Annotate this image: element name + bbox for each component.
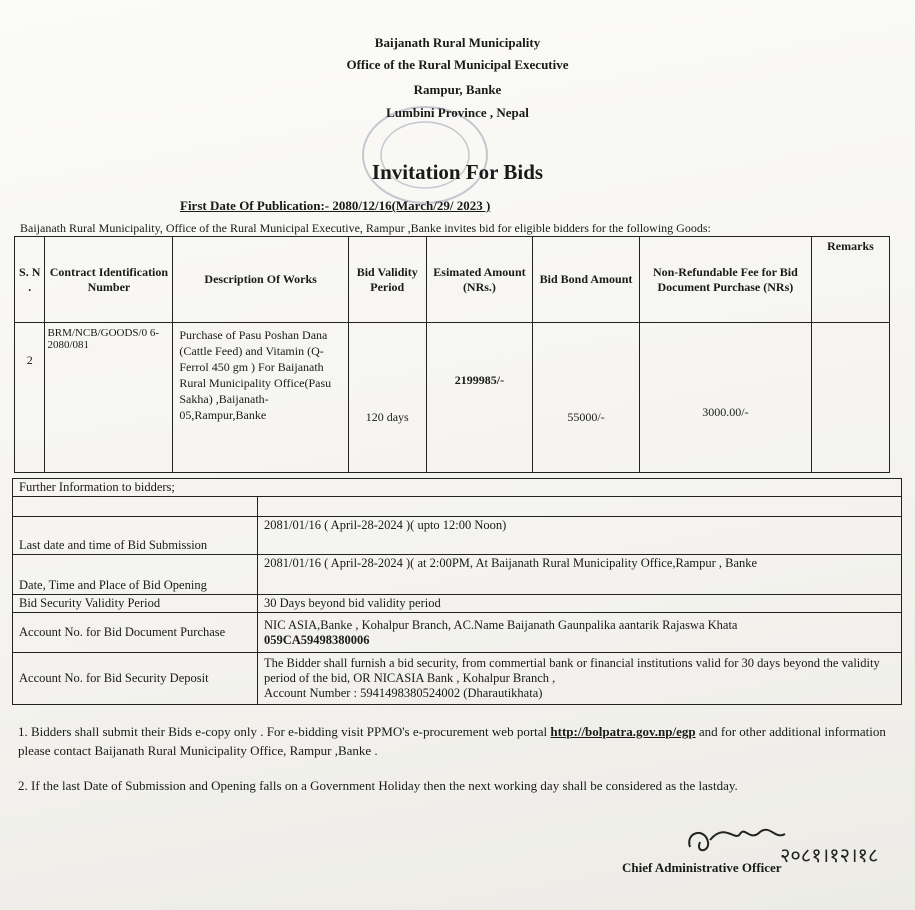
col-validity: Bid Validity Period: [348, 237, 426, 323]
info-row-opening: [13, 555, 902, 595]
account-number: Account Number : 5941498380524002 (Dharautikhata): [264, 686, 543, 700]
account-number: 059CA59498380006: [264, 632, 370, 647]
col-fee: Non-Refundable Fee for Bid Document Purchase (NRs): [639, 237, 811, 323]
info-row-validity: [13, 595, 902, 613]
header-province: Lumbini Province , Nepal: [386, 105, 529, 120]
info-value: NIC ASIA,Banke , Kohalpur Branch, AC.Name Baijanath Gaunpalika aantarik Rajaswa Khata: [264, 617, 738, 632]
col-contract-id: Contract Identification Number: [45, 237, 173, 323]
svg-text:२०८१।१२।१८: २०८१।१२।१८: [780, 843, 879, 867]
bid-table: [14, 236, 890, 473]
cell-fee: 3000.00/-: [639, 323, 811, 473]
info-row-document-account: [13, 613, 902, 653]
header-address: Rampur, Banke: [413, 82, 502, 97]
info-value: 2081/01/16 ( April-28-2024 )( at 2:00PM, At Baijanath Rural Municipality Office,Rampur , Banke: [258, 555, 902, 595]
table-header-row: [15, 237, 890, 323]
intro-text: Baijanath Rural Municipality, Office of the Rural Municipal Executive, Rampur ,Banke invites bid for eligible bidders for the following Goods:: [20, 221, 711, 235]
info-label: Account No. for Bid Security Deposit: [13, 653, 258, 705]
cell-bond: 55000/-: [533, 323, 639, 473]
further-info-table: [12, 478, 902, 705]
info-value: 30 Days beyond bid validity period: [258, 595, 902, 613]
note-1: [18, 722, 898, 760]
info-label: Last date and time of Bid Submission: [13, 517, 258, 555]
info-value-cell: [258, 653, 902, 705]
info-value: 2081/01/16 ( April-28-2024 )( upto 12:00 Noon): [258, 517, 902, 555]
header-municipality: Baijanath Rural Municipality: [374, 35, 541, 50]
info-value: The Bidder shall furnish a bid security, from commertial bank or financial institutions valid for 30 days beyond the validity period of the bid, OR NICASIA Bank , Kohalpur Branch ,: [264, 656, 880, 685]
info-row-submission: [13, 517, 902, 555]
table-row: [15, 323, 890, 473]
page-title: Invitation For Bids: [371, 160, 544, 184]
info-value-cell: [258, 613, 902, 653]
cell-sn: 2: [15, 323, 45, 473]
note-2: 2. If the last Date of Submission and Opening falls on a Government Holiday then the next working day shall be considered as the lastday.: [18, 778, 738, 793]
note-1-text-a: 1. Bidders shall submit their Bids e-copy only . For e-bidding visit PPMO's e-procurement web portal: [18, 724, 551, 739]
bolpatra-link[interactable]: http://bolpatra.gov.np/egp: [550, 724, 696, 739]
publication-date: First Date Of Publication:- 2080/12/16(March/29/ 2023 ): [180, 198, 491, 213]
col-remarks: Remarks: [811, 237, 889, 323]
col-sn: S. N .: [15, 237, 45, 323]
cell-validity: 120 days: [348, 323, 426, 473]
cell-estimated: 2199985/-: [426, 323, 533, 473]
signatory-title: Chief Administrative Officer: [622, 860, 782, 875]
info-row-security-account: [13, 653, 902, 705]
header-office: Office of the Rural Municipal Executive: [346, 57, 569, 72]
note-1-text-b: and for other additional information please contact Baijanath Rural Municipality Office, Rampur ,Banke .: [18, 724, 886, 758]
further-info-heading: Further Information to bidders;: [13, 479, 902, 497]
info-label: Account No. for Bid Document Purchase: [13, 613, 258, 653]
info-label: Bid Security Validity Period: [13, 595, 258, 613]
info-label: Date, Time and Place of Bid Opening: [13, 555, 258, 595]
cell-contract-id: BRM/NCB/GOODS/0 6-2080/081: [45, 323, 173, 473]
col-description: Description Of Works: [173, 237, 349, 323]
cell-description: Purchase of Pasu Poshan Dana (Cattle Feed) and Vitamin (Q-Ferrol 450 gm ) For Baijanath Rural Municipality Office(Pasu Sakha) ,Baijanath-05,Rampur,Banke: [173, 323, 349, 473]
cell-remarks: [811, 323, 889, 473]
col-estimated: Esimated Amount (NRs.): [426, 237, 533, 323]
col-bond: Bid Bond Amount: [533, 237, 639, 323]
